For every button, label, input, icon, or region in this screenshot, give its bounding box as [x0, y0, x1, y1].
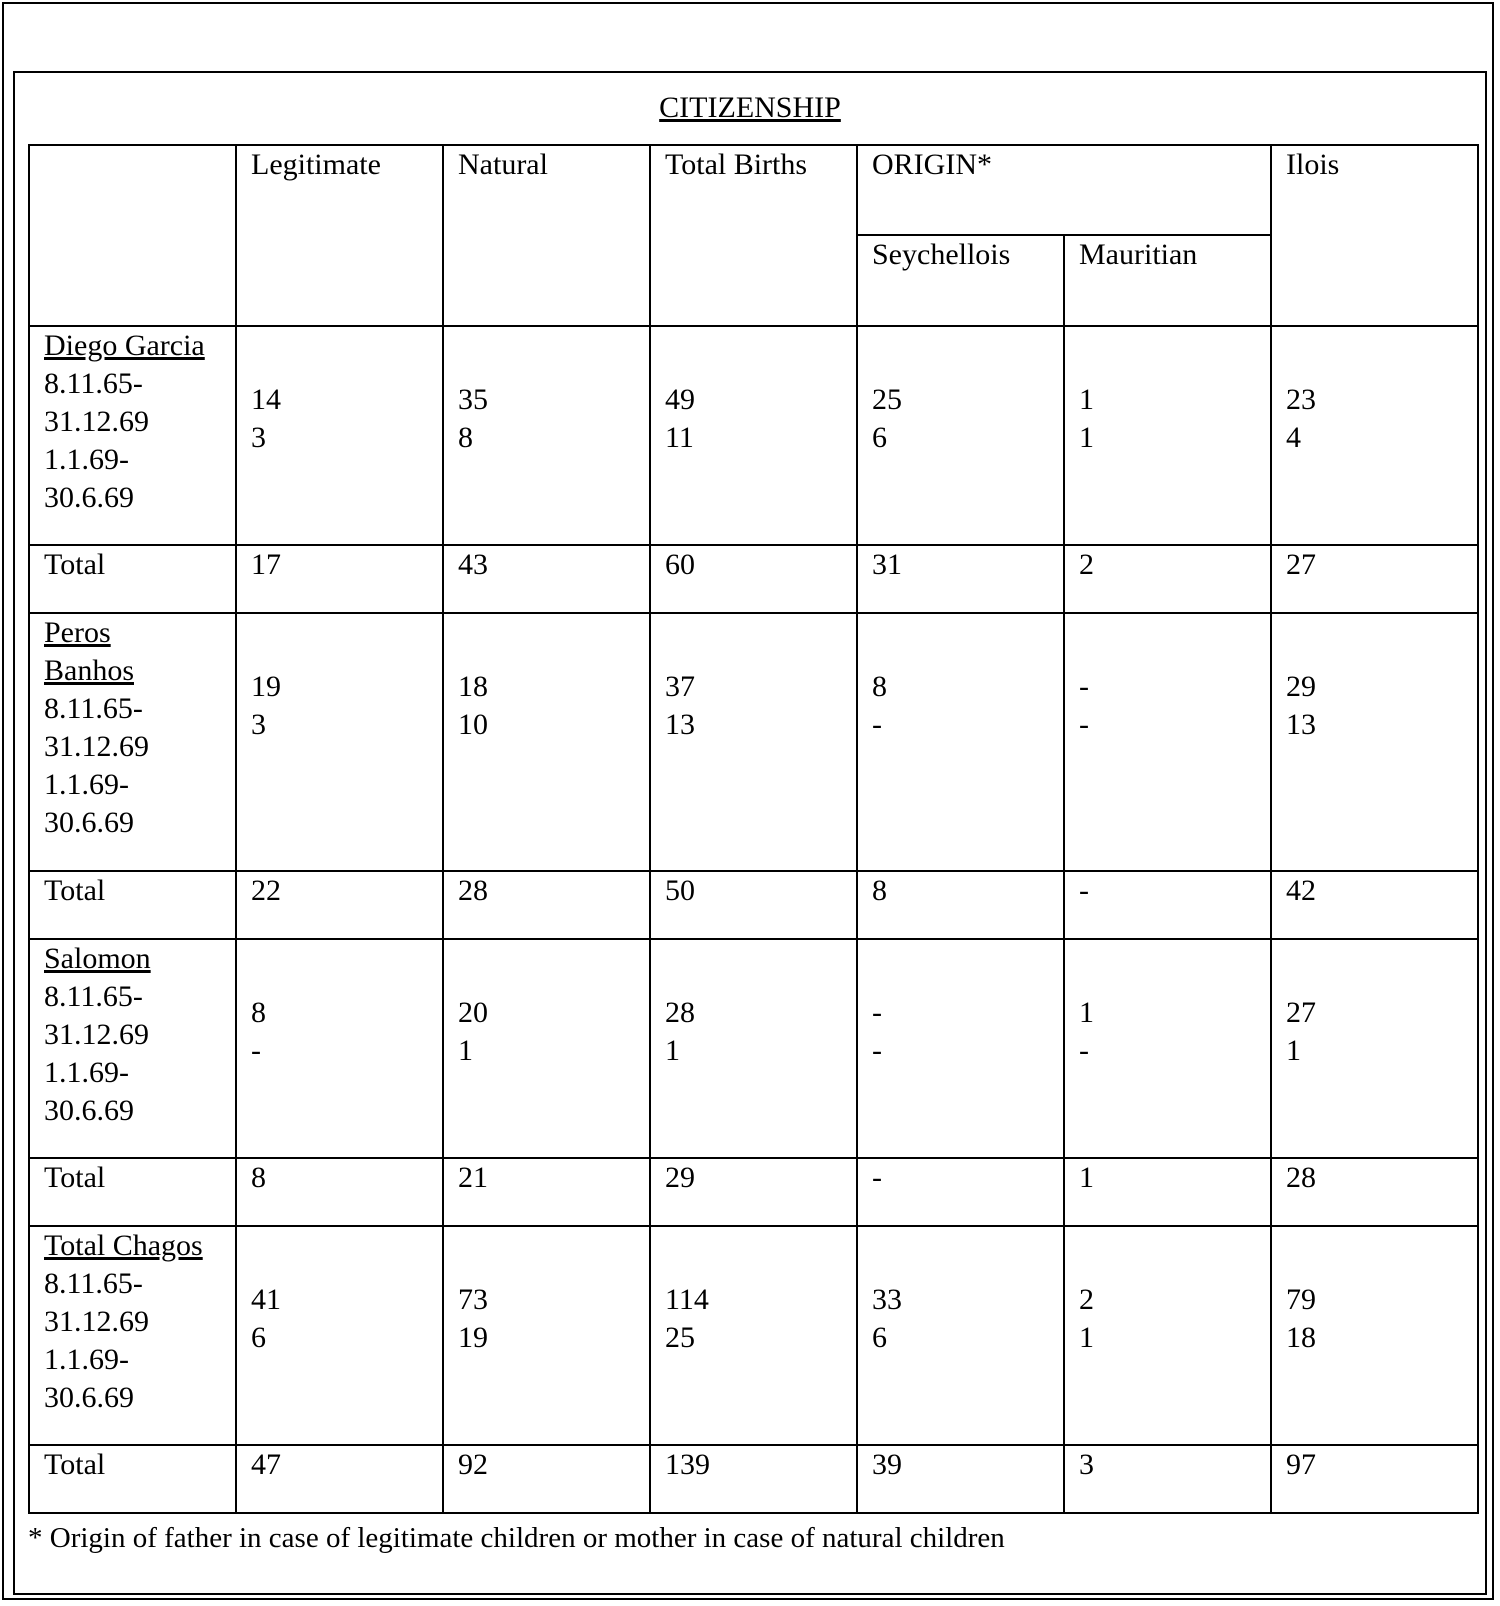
total-natural-cell: 43	[443, 545, 650, 613]
place-period-cell	[29, 326, 236, 545]
cell-value: 1	[458, 1034, 473, 1067]
footnote: * Origin of father in case of legitimate children or mother in case of natural children	[28, 1522, 1005, 1554]
cell-value: 25	[665, 1321, 695, 1354]
cell-value: 14	[251, 383, 281, 416]
cell-value: 73	[458, 1283, 488, 1316]
place-period-cell	[29, 939, 236, 1158]
cell-value: 6	[251, 1321, 266, 1354]
period-text: 1.1.69-	[44, 443, 129, 476]
cell-value: 8	[251, 996, 266, 1029]
cell-value: 37	[665, 670, 695, 703]
data-row	[29, 613, 1478, 871]
total-seychellois-cell: 8	[857, 871, 1064, 939]
period-text: 31.12.69	[44, 1305, 149, 1338]
place-period-cell	[29, 1226, 236, 1445]
total-ilois-cell: 42	[1271, 871, 1478, 939]
cell-value: 114	[665, 1283, 709, 1316]
data-row	[29, 1226, 1478, 1445]
period-text: 30.6.69	[44, 481, 134, 514]
total-legitimate-cell: 17	[236, 545, 443, 613]
legitimate-cell	[236, 326, 443, 545]
total-label: Total	[29, 871, 236, 939]
total-natural-cell: 28	[443, 871, 650, 939]
header-origin: ORIGIN*	[857, 145, 1271, 235]
total-ilois-cell: 28	[1271, 1158, 1478, 1226]
seychellois-cell	[857, 613, 1064, 871]
page-title: CITIZENSHIP	[659, 91, 841, 124]
header-row	[29, 145, 1478, 235]
total-mauritian-cell: 1	[1064, 1158, 1271, 1226]
cell-value: 1	[1079, 383, 1094, 416]
place-name: Salomon	[44, 942, 151, 975]
legitimate-cell	[236, 939, 443, 1158]
total-total-births-cell: 139	[650, 1445, 857, 1513]
legitimate-cell	[236, 613, 443, 871]
cell-value: 79	[1286, 1283, 1316, 1316]
seychellois-cell	[857, 1226, 1064, 1445]
cell-value: -	[1079, 708, 1089, 741]
total-row	[29, 1158, 1478, 1226]
mauritian-cell	[1064, 613, 1271, 871]
cell-value: 41	[251, 1283, 281, 1316]
cell-value: 1	[1079, 996, 1094, 1029]
period-text: 31.12.69	[44, 405, 149, 438]
period-text: 8.11.65-	[44, 692, 143, 725]
cell-value: 20	[458, 996, 488, 1029]
cell-value: 8	[458, 421, 473, 454]
total-births-cell	[650, 326, 857, 545]
cell-value: 19	[458, 1321, 488, 1354]
period-text: 1.1.69-	[44, 1343, 129, 1376]
period-text: 1.1.69-	[44, 1056, 129, 1089]
total-total-births-cell: 60	[650, 545, 857, 613]
cell-value: 1	[1079, 421, 1094, 454]
period-text: 1.1.69-	[44, 768, 129, 801]
cell-value: 1	[1286, 1034, 1301, 1067]
header-legitimate: Legitimate	[236, 145, 443, 326]
natural-cell	[443, 326, 650, 545]
total-seychellois-cell: 39	[857, 1445, 1064, 1513]
place-name: Banhos	[44, 654, 134, 687]
cell-value: 11	[665, 421, 694, 454]
total-label: Total	[29, 1445, 236, 1513]
total-row	[29, 871, 1478, 939]
cell-value: -	[1079, 1034, 1089, 1067]
total-births-cell	[650, 613, 857, 871]
total-seychellois-cell: 31	[857, 545, 1064, 613]
cell-value: 25	[872, 383, 902, 416]
period-text: 30.6.69	[44, 1381, 134, 1414]
total-label: Total	[29, 1158, 236, 1226]
citizenship-table	[28, 144, 1479, 1514]
cell-value: 10	[458, 708, 488, 741]
place-period-cell	[29, 613, 236, 871]
cell-value: 13	[1286, 708, 1316, 741]
cell-value: 13	[665, 708, 695, 741]
data-row	[29, 326, 1478, 545]
cell-value: 8	[872, 670, 887, 703]
total-legitimate-cell: 22	[236, 871, 443, 939]
cell-value: 1	[665, 1034, 680, 1067]
period-text: 8.11.65-	[44, 367, 143, 400]
cell-value: 6	[872, 421, 887, 454]
place-name: Total Chagos	[44, 1229, 203, 1262]
total-ilois-cell: 27	[1271, 545, 1478, 613]
mauritian-cell	[1064, 1226, 1271, 1445]
ilois-cell	[1271, 613, 1478, 871]
period-text: 8.11.65-	[44, 1267, 143, 1300]
cell-value: 27	[1286, 996, 1316, 1029]
place-name: Peros	[44, 616, 111, 649]
total-ilois-cell: 97	[1271, 1445, 1478, 1513]
header-total-births: Total Births	[650, 145, 857, 326]
ilois-cell	[1271, 326, 1478, 545]
total-mauritian-cell: -	[1064, 871, 1271, 939]
header-mauritian: Mauritian	[1064, 235, 1271, 326]
period-text: 31.12.69	[44, 1018, 149, 1051]
header-ilois: Ilois	[1271, 145, 1478, 326]
ilois-cell	[1271, 1226, 1478, 1445]
cell-value: -	[872, 708, 882, 741]
cell-value: 29	[1286, 670, 1316, 703]
cell-value: -	[872, 1034, 882, 1067]
cell-value: 49	[665, 383, 695, 416]
natural-cell	[443, 613, 650, 871]
cell-value: -	[1079, 670, 1089, 703]
total-seychellois-cell: -	[857, 1158, 1064, 1226]
cell-value: 19	[251, 670, 281, 703]
period-text: 31.12.69	[44, 730, 149, 763]
cell-value: 28	[665, 996, 695, 1029]
total-mauritian-cell: 3	[1064, 1445, 1271, 1513]
period-text: 30.6.69	[44, 1094, 134, 1127]
cell-value: 3	[251, 421, 266, 454]
cell-value: 35	[458, 383, 488, 416]
natural-cell	[443, 939, 650, 1158]
legitimate-cell	[236, 1226, 443, 1445]
header-blank-cell	[29, 145, 236, 326]
cell-value: 33	[872, 1283, 902, 1316]
cell-value: 23	[1286, 383, 1316, 416]
seychellois-cell	[857, 939, 1064, 1158]
mauritian-cell	[1064, 326, 1271, 545]
cell-value: 18	[1286, 1321, 1316, 1354]
period-text: 30.6.69	[44, 806, 134, 839]
total-legitimate-cell: 8	[236, 1158, 443, 1226]
header-seychellois: Seychellois	[857, 235, 1064, 326]
total-label: Total	[29, 545, 236, 613]
cell-value: 4	[1286, 421, 1301, 454]
data-row	[29, 939, 1478, 1158]
cell-value: 18	[458, 670, 488, 703]
cell-value: -	[251, 1034, 261, 1067]
total-mauritian-cell: 2	[1064, 545, 1271, 613]
total-total-births-cell: 50	[650, 871, 857, 939]
cell-value: 2	[1079, 1283, 1094, 1316]
total-births-cell	[650, 1226, 857, 1445]
cell-value: -	[872, 996, 882, 1029]
total-total-births-cell: 29	[650, 1158, 857, 1226]
ilois-cell	[1271, 939, 1478, 1158]
natural-cell	[443, 1226, 650, 1445]
cell-value: 1	[1079, 1321, 1094, 1354]
mauritian-cell	[1064, 939, 1271, 1158]
cell-value: 3	[251, 708, 266, 741]
total-row	[29, 545, 1478, 613]
total-row	[29, 1445, 1478, 1513]
place-name: Diego Garcia	[44, 329, 205, 362]
seychellois-cell	[857, 326, 1064, 545]
header-natural: Natural	[443, 145, 650, 326]
total-natural-cell: 21	[443, 1158, 650, 1226]
period-text: 8.11.65-	[44, 980, 143, 1013]
cell-value: 6	[872, 1321, 887, 1354]
total-births-cell	[650, 939, 857, 1158]
total-natural-cell: 92	[443, 1445, 650, 1513]
total-legitimate-cell: 47	[236, 1445, 443, 1513]
